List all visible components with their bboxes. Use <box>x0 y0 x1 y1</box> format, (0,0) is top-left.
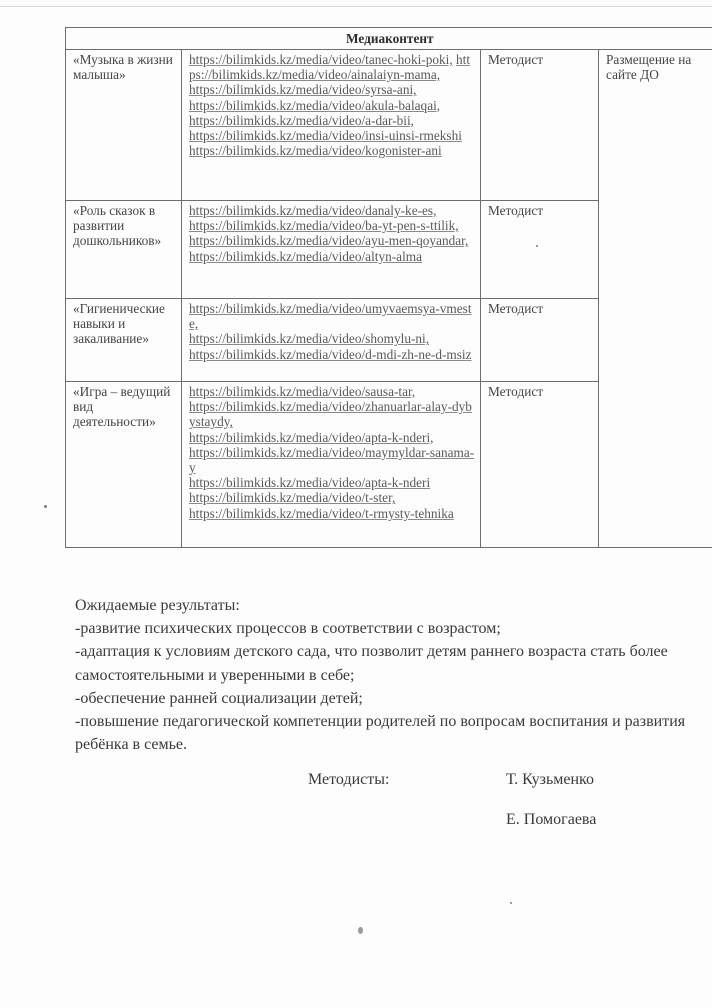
table-row <box>66 50 712 201</box>
result-item: -повышение педагогической компетенции родителей по вопросам воспитания и развития <box>75 713 686 731</box>
topic-cell: «Музыка в жизни малыша» <box>66 50 182 201</box>
expected-results-title: Ожидаемые результаты: <box>75 597 240 614</box>
video-link[interactable]: https://bilimkids.kz/media/video/altyn-alma <box>189 248 423 264</box>
video-link[interactable]: https://bilimkids.kz/media/video/insi-uinsi-rmekshi <box>189 128 462 144</box>
signatory-name: Т. Кузьменко <box>506 771 595 788</box>
scan-speck <box>358 927 363 934</box>
links-cell <box>182 201 481 299</box>
topic-cell: «Игра – ведущий вид деятельности» <box>66 382 182 548</box>
video-link[interactable]: https://bilimkids.kz/media/video/a-dar-bii, <box>189 112 415 128</box>
signature-block <box>308 771 708 831</box>
table-header-title: Медиаконтент <box>346 31 434 47</box>
table-header-cell <box>66 28 712 50</box>
video-link[interactable]: https://bilimkids.kz/media/video/d-mdi-zh-ne-d-msiz <box>189 346 472 362</box>
video-link[interactable]: https://bilimkids.kz/media/video/ba-yt-pen-s-ttilik, <box>189 218 459 234</box>
video-link[interactable]: https://bilimkids.kz/media/video/shomylu-ni, <box>189 331 430 347</box>
video-link[interactable]: https://bilimkids.kz/media/video/ainalaiyn-mama, <box>189 52 471 83</box>
video-link[interactable]: https://bilimkids.kz/media/video/t-rmysty-tehnika <box>189 505 454 521</box>
video-link[interactable]: https://bilimkids.kz/media/video/apta-k-nderi, <box>189 429 434 445</box>
scan-speck <box>510 902 512 904</box>
result-item: -развитие психических процессов в соответствии с возрастом; <box>75 620 501 638</box>
video-link[interactable]: https://bilimkids.kz/media/video/zhanuarlar-alay-dybystaydy, <box>189 399 472 430</box>
scan-edge-line <box>0 6 712 7</box>
result-item: -обеспечение ранней социализации детей; <box>75 689 363 707</box>
links-cell <box>182 50 481 201</box>
video-link[interactable]: https://bilimkids.kz/media/video/danaly-ke-es, <box>189 203 437 218</box>
responsible-cell: Методист <box>481 299 599 382</box>
topic-cell: «Гигиенические навыки и закаливание» <box>66 299 182 382</box>
links-cell <box>182 299 481 382</box>
responsible-cell: Методист <box>481 50 599 201</box>
video-link[interactable]: https://bilimkids.kz/media/video/apta-k-nderi <box>189 475 431 491</box>
video-link[interactable]: https://bilimkids.kz/media/video/maymyldar-sanama-y <box>189 444 475 476</box>
links-cell <box>182 382 481 548</box>
expected-results-section <box>75 594 712 756</box>
result-item: самостоятельными и уверенными в себе; <box>75 666 355 684</box>
result-item: -адаптация к условиям детского сада, что позволит детям раннего возраста стать более <box>75 643 668 661</box>
video-link[interactable]: https://bilimkids.kz/media/video/sausa-tar, <box>189 384 416 399</box>
video-link[interactable]: https://bilimkids.kz/media/video/kogonister-ani <box>189 143 442 159</box>
video-link[interactable]: https://bilimkids.kz/media/video/ayu-men-qoyandar, <box>189 233 469 249</box>
scan-speck <box>536 245 538 247</box>
signature-label: Методисты: <box>308 771 390 788</box>
topic-cell: «Роль сказок в развитии дошкольников» <box>66 201 182 299</box>
media-content-table <box>65 27 712 548</box>
placement-cell: Размещение на сайте ДО <box>599 50 712 548</box>
table-header-row <box>66 28 712 50</box>
scan-speck <box>44 505 47 508</box>
responsible-cell: Методист <box>481 382 599 548</box>
responsible-cell: Методист <box>481 201 599 299</box>
video-link[interactable]: https://bilimkids.kz/media/video/t-ster, <box>189 490 396 506</box>
video-link[interactable]: https://bilimkids.kz/media/video/tanec-hoki-poki, <box>189 52 453 67</box>
video-link[interactable]: https://bilimkids.kz/media/video/syrsa-ani, <box>189 82 417 98</box>
signatory-name: Е. Помогаева <box>506 811 597 828</box>
video-link[interactable]: https://bilimkids.kz/media/video/akula-balaqai, <box>189 97 441 113</box>
result-item: ребёнка в семье. <box>75 736 188 754</box>
video-link[interactable]: https://bilimkids.kz/media/video/umyvaemsya-vmeste, <box>189 301 472 332</box>
